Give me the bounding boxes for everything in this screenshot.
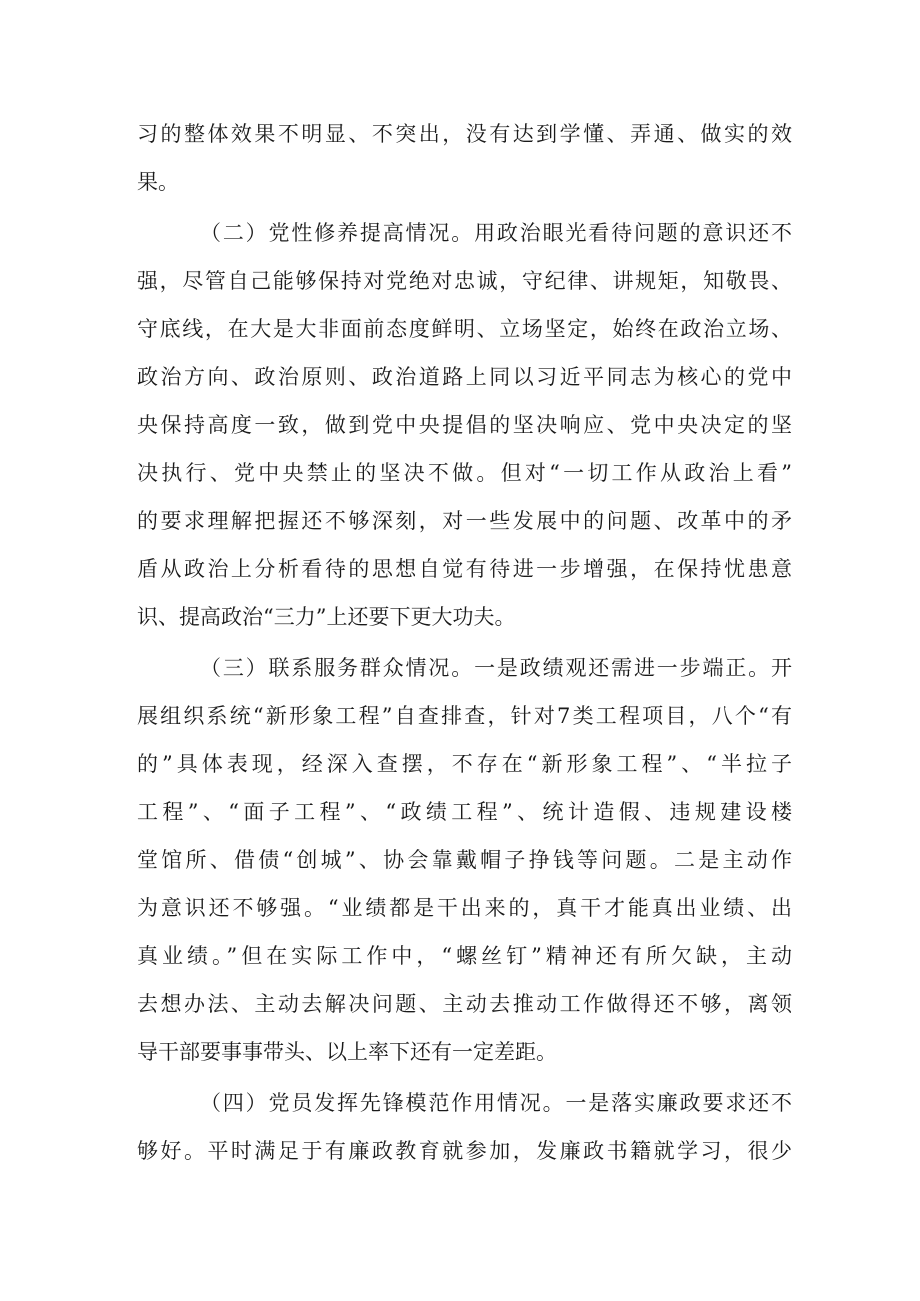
paragraph-line: 去想办法、主动去解决问题、主动去推动工作做得还不够，离领: [137, 992, 792, 1016]
paragraph-line: 为意识还不够强。“业绩都是干出来的，真干才能真出业绩、出: [137, 896, 792, 920]
paragraph-line: 真业绩。”但在实际工作中，“螺丝钉”精神还有所欠缺，主动: [137, 944, 792, 968]
paragraph: [137, 110, 792, 206]
paragraph: [137, 209, 792, 641]
paragraph-line: 守底线，在大是大非面前态度鲜明、立场坚定，始终在政治立场、: [137, 317, 792, 341]
paragraph-line: 工程”、“面子工程”、“政绩工程”、统计造假、违规建设楼: [137, 800, 792, 824]
paragraph-line: 的”具体表现，经深入查摆，不存在“新形象工程”、“半拉子: [137, 752, 792, 776]
paragraph-line: 展组织系统“新形象工程”自查排查，针对7类工程项目，八个“有: [137, 704, 792, 728]
paragraph: [137, 1079, 792, 1175]
paragraph-line: （四）党员发挥先锋模范作用情况。一是落实廉政要求还不: [200, 1091, 792, 1115]
paragraph-line: 的要求理解把握还不够深刻，对一些发展中的问题、改革中的矛: [137, 509, 792, 533]
paragraph-line: 堂馆所、借债“创城”、协会靠戴帽子挣钱等问题。二是主动作: [137, 848, 792, 872]
paragraph-line: （二）党性修养提高情况。用政治眼光看待问题的意识还不: [200, 221, 792, 245]
paragraph-line: 强，尽管自己能够保持对党绝对忠诚，守纪律、讲规矩，知敬畏、: [137, 269, 792, 293]
paragraph: [137, 644, 792, 1076]
paragraph-line: 盾从政治上分析看待的思想自觉有待进一步增强，在保持忧患意: [137, 557, 792, 581]
paragraph-line: 政治方向、政治原则、政治道路上同以习近平同志为核心的党中: [137, 365, 792, 389]
paragraph-line: 识、提高政治“三力”上还要下更大功夫。: [137, 605, 516, 629]
paragraph-line: 决执行、党中央禁止的坚决不做。但对“一切工作从政治上看”: [137, 461, 792, 485]
paragraph-line: 央保持高度一致，做到党中央提倡的坚决响应、党中央决定的坚: [137, 413, 792, 437]
paragraph-line: 够好。平时满足于有廉政教育就参加，发廉政书籍就学习，很少: [137, 1139, 792, 1163]
paragraph-line: 果。: [137, 170, 179, 194]
document-body: [137, 110, 792, 1178]
paragraph-line: 导干部要事事带头、以上率下还有一定差距。: [137, 1040, 557, 1064]
paragraph-line: 习的整体效果不明显、不突出，没有达到学懂、弄通、做实的效: [137, 122, 792, 146]
paragraph-line: （三）联系服务群众情况。一是政绩观还需进一步端正。开: [200, 656, 792, 680]
